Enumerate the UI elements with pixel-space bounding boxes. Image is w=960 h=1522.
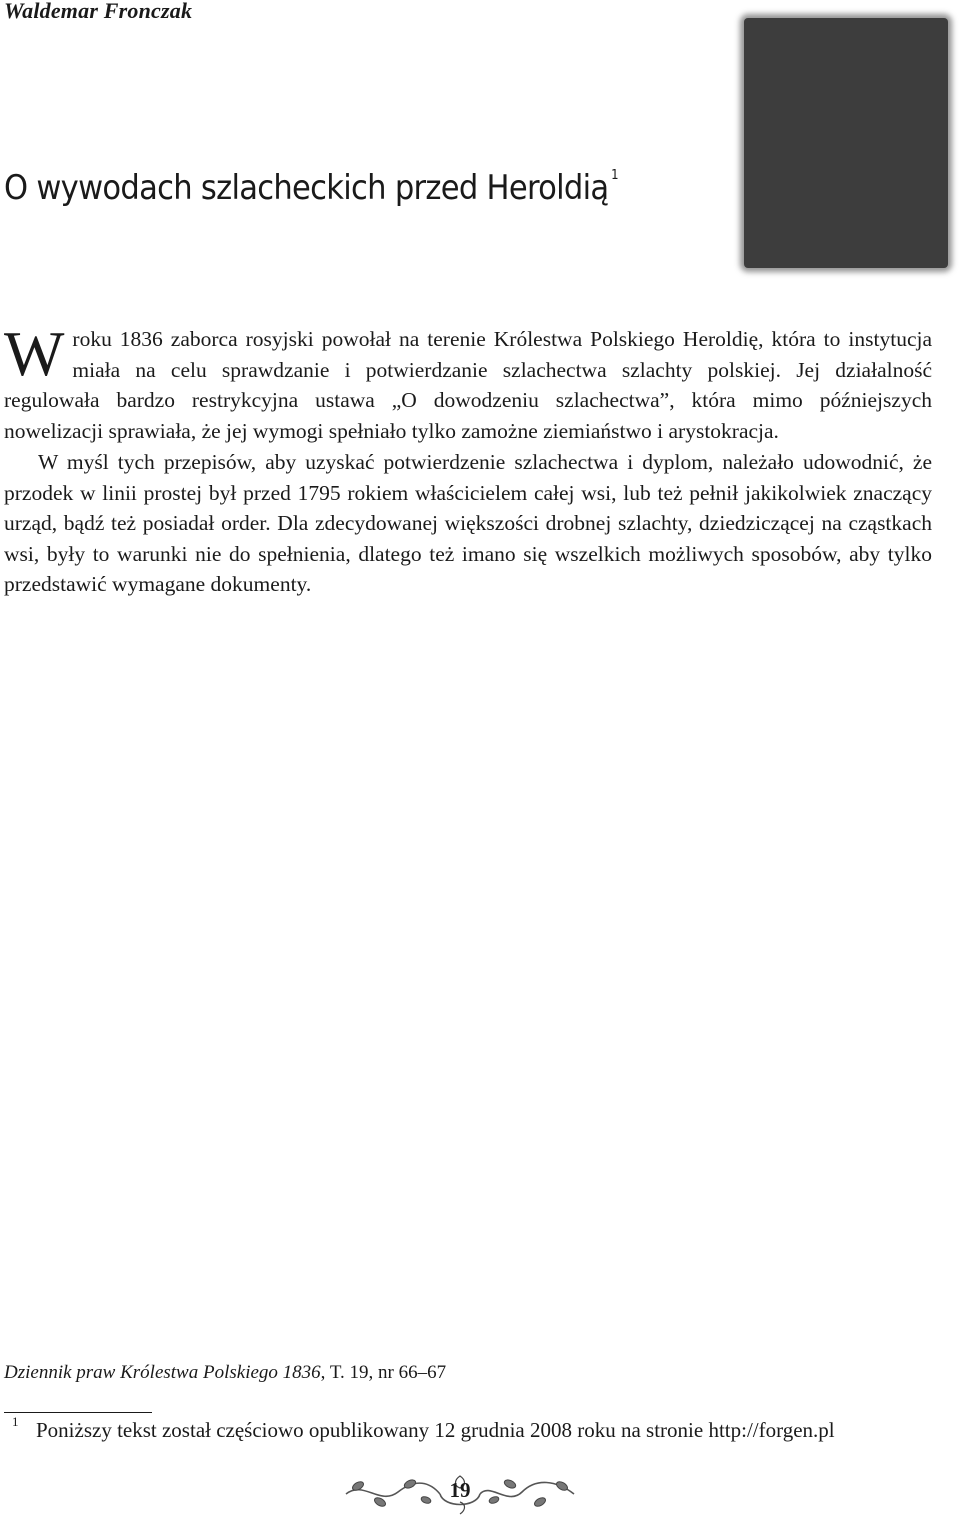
source-citation-title: Dziennik praw Królestwa Polskiego 1836 [4, 1362, 321, 1383]
footnote [12, 1414, 835, 1443]
author-photo [744, 18, 948, 268]
source-citation-details: , T. 19, nr 66–67 [320, 1362, 447, 1383]
paragraph-2: W myśl tych przepisów, aby uzyskać potwierdzenie szlachectwa i dyplom, należało udowodnić, że przodek w linii prostej był przed 1795 rokiem właścicielem całej wsi, lub też pełnił jakikolwiek znaczący urząd, bądź też posiadał order. Dla zdecydowanej większości drobnej szlachty, dziedziczącej na cząstkach wsi, były to warunki nie do spełnienia, dlatego też imano się wszelkich możliwych sposobów, aby tylko przedstawić wymagane dokumenty. [4, 450, 932, 596]
page-number: 19 [449, 1478, 471, 1502]
running-header-author: Waldemar Fronczak [4, 0, 193, 23]
page-number-ornament [340, 1470, 580, 1516]
article-title-text: O wywodach szlacheckich przed Heroldią [4, 168, 609, 208]
title-footnote-marker: 1 [611, 168, 618, 183]
paragraph-1-text: roku 1836 zaborca rosyjski powołał na terenie Królestwa Polskiego Heroldię, która to instytucja miała na celu sprawdzanie i potwierdzanie szlachectwa szlachty polskiej. Jej działalność regulowała bardzo restrykcyjna ustawa „O dowodzeniu szlachectwa”, która mimo późniejszych nowelizacji sprawiała, że jej wymogi spełniało tylko zamożne ziemiaństwo i arystokracja. [4, 327, 932, 443]
drop-cap: W [4, 318, 65, 389]
paragraph-1 [4, 318, 932, 446]
footnote-text: Poniższy tekst został częściowo opublikowany 12 grudnia 2008 roku na stronie http://forgen.pl [36, 1418, 835, 1442]
article-title [4, 168, 618, 208]
footnote-number: 1 [12, 1414, 19, 1429]
footnote-divider [4, 1412, 152, 1413]
source-citation [4, 1362, 446, 1384]
